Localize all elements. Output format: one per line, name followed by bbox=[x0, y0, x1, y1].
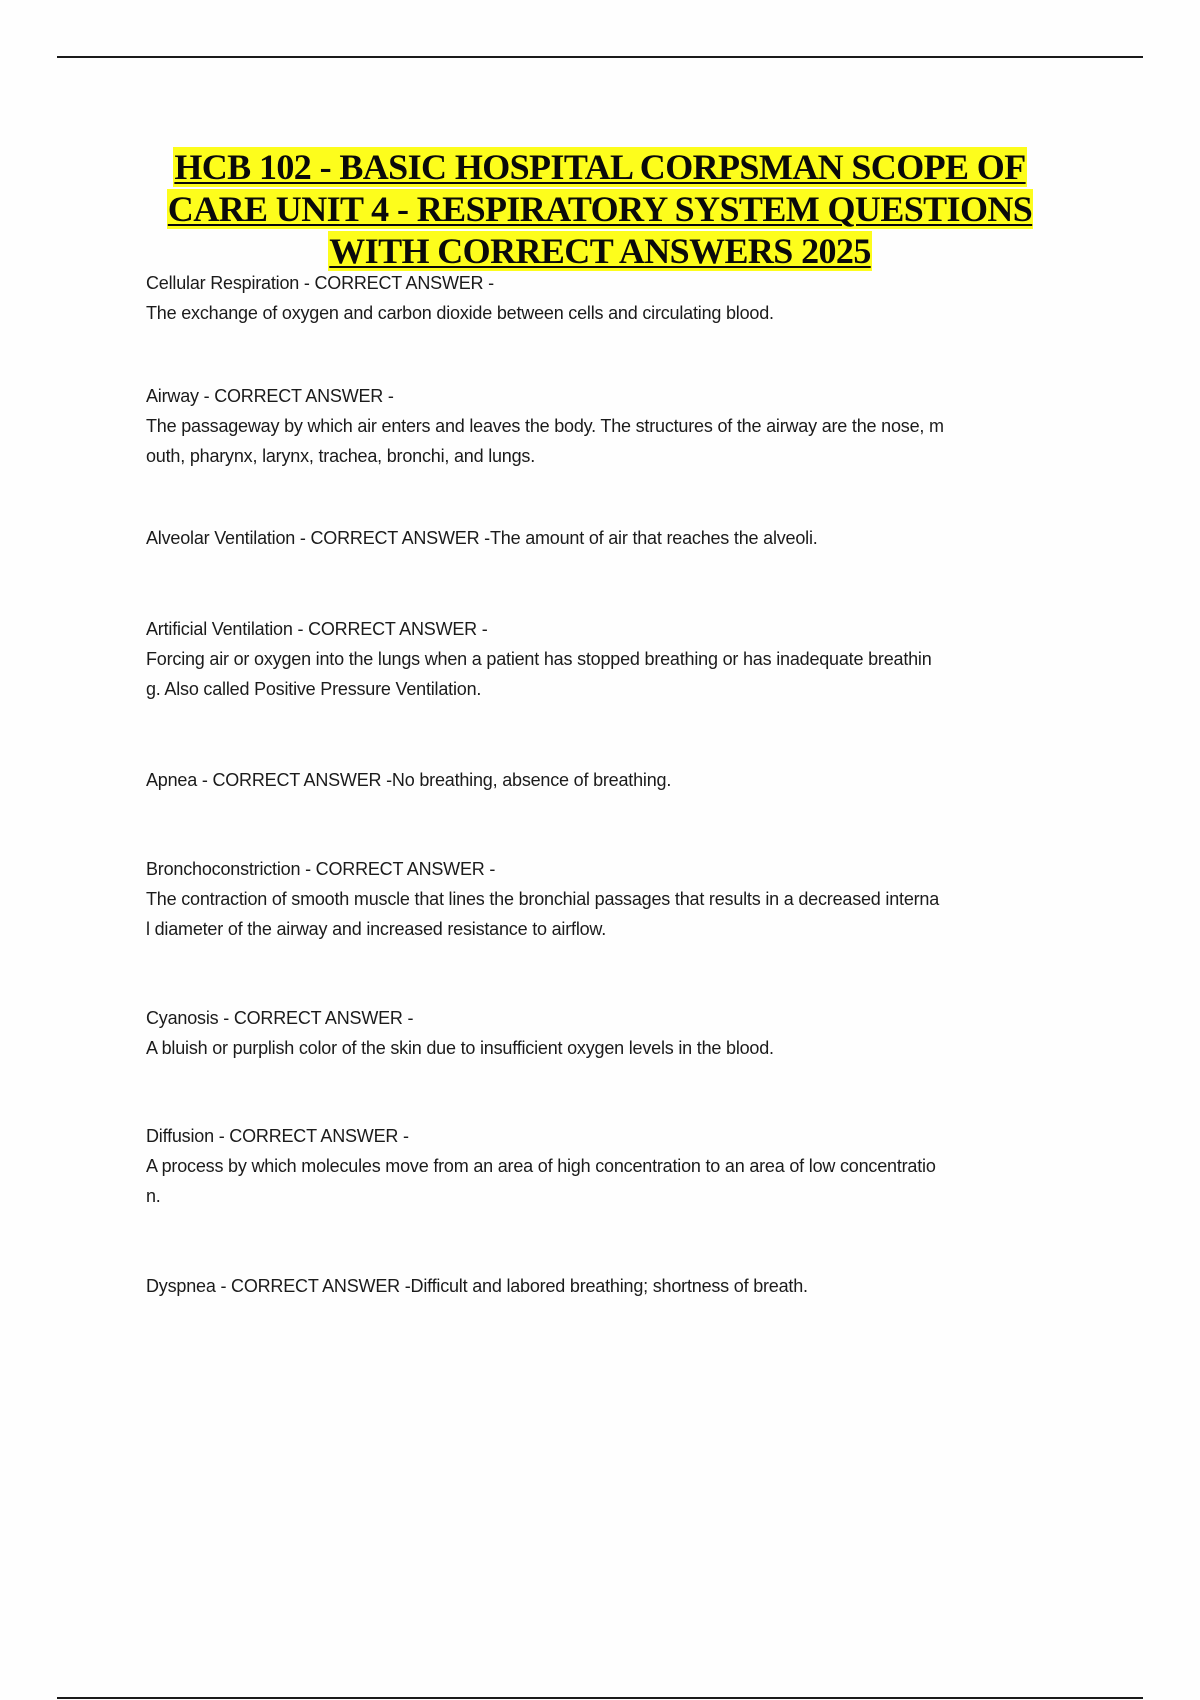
qa-entry-airway bbox=[146, 381, 1096, 471]
question-text: Bronchoconstriction - CORRECT ANSWER - bbox=[146, 859, 496, 879]
qa-entry-dyspnea bbox=[146, 1271, 1096, 1301]
question-text: Alveolar Ventilation - CORRECT ANSWER -The amount of air that reaches the alveoli. bbox=[146, 528, 818, 548]
qa-entry-bronchoconstriction bbox=[146, 854, 1096, 944]
question-text: Artificial Ventilation - CORRECT ANSWER - bbox=[146, 619, 488, 639]
question-text: Cyanosis - CORRECT ANSWER - bbox=[146, 1008, 414, 1028]
qa-entry-diffusion bbox=[146, 1121, 1096, 1211]
answer-text: The contraction of smooth muscle that lines the bronchial passages that results in a decreased interna bbox=[146, 889, 940, 909]
answer-text: Forcing air or oxygen into the lungs when a patient has stopped breathing or has inadequate breathin bbox=[146, 649, 932, 669]
title-line-1 bbox=[100, 146, 1100, 188]
question-text: Apnea - CORRECT ANSWER -No breathing, absence of breathing. bbox=[146, 770, 672, 790]
title-line-2-text: CARE UNIT 4 - RESPIRATORY SYSTEM QUESTIONS bbox=[167, 189, 1033, 229]
title-line-1-text: HCB 102 - BASIC HOSPITAL CORPSMAN SCOPE OF bbox=[174, 147, 1026, 187]
question-text: Cellular Respiration - CORRECT ANSWER - bbox=[146, 273, 494, 293]
answer-text: g. Also called Positive Pressure Ventilation. bbox=[146, 679, 482, 699]
qa-entry-cyanosis bbox=[146, 1003, 1096, 1063]
question-text: Diffusion - CORRECT ANSWER - bbox=[146, 1126, 409, 1146]
qa-list bbox=[146, 268, 1096, 1301]
answer-text: l diameter of the airway and increased resistance to airflow. bbox=[146, 919, 607, 939]
title-line-3-text: WITH CORRECT ANSWERS 2025 bbox=[329, 231, 871, 271]
qa-entry-alveolar-ventilation bbox=[146, 523, 1096, 553]
question-text: Dyspnea - CORRECT ANSWER -Difficult and labored breathing; shortness of breath. bbox=[146, 1276, 808, 1296]
document-title bbox=[100, 146, 1100, 272]
qa-entry-artificial-ventilation bbox=[146, 614, 1096, 704]
top-horizontal-rule bbox=[57, 56, 1143, 58]
answer-text: The passageway by which air enters and leaves the body. The structures of the airway are the nose, m bbox=[146, 416, 944, 436]
qa-entry-apnea bbox=[146, 765, 1096, 795]
title-line-3 bbox=[100, 230, 1100, 272]
qa-entry-cellular-respiration bbox=[146, 268, 1096, 328]
answer-text: A bluish or purplish color of the skin due to insufficient oxygen levels in the blood. bbox=[146, 1038, 774, 1058]
answer-text: outh, pharynx, larynx, trachea, bronchi, and lungs. bbox=[146, 446, 536, 466]
answer-text: The exchange of oxygen and carbon dioxide between cells and circulating blood. bbox=[146, 303, 774, 323]
answer-text: A process by which molecules move from an area of high concentration to an area of low concentratio bbox=[146, 1156, 936, 1176]
answer-text: n. bbox=[146, 1186, 161, 1206]
question-text: Airway - CORRECT ANSWER - bbox=[146, 386, 394, 406]
bottom-horizontal-rule bbox=[57, 1697, 1143, 1699]
title-line-2 bbox=[100, 188, 1100, 230]
